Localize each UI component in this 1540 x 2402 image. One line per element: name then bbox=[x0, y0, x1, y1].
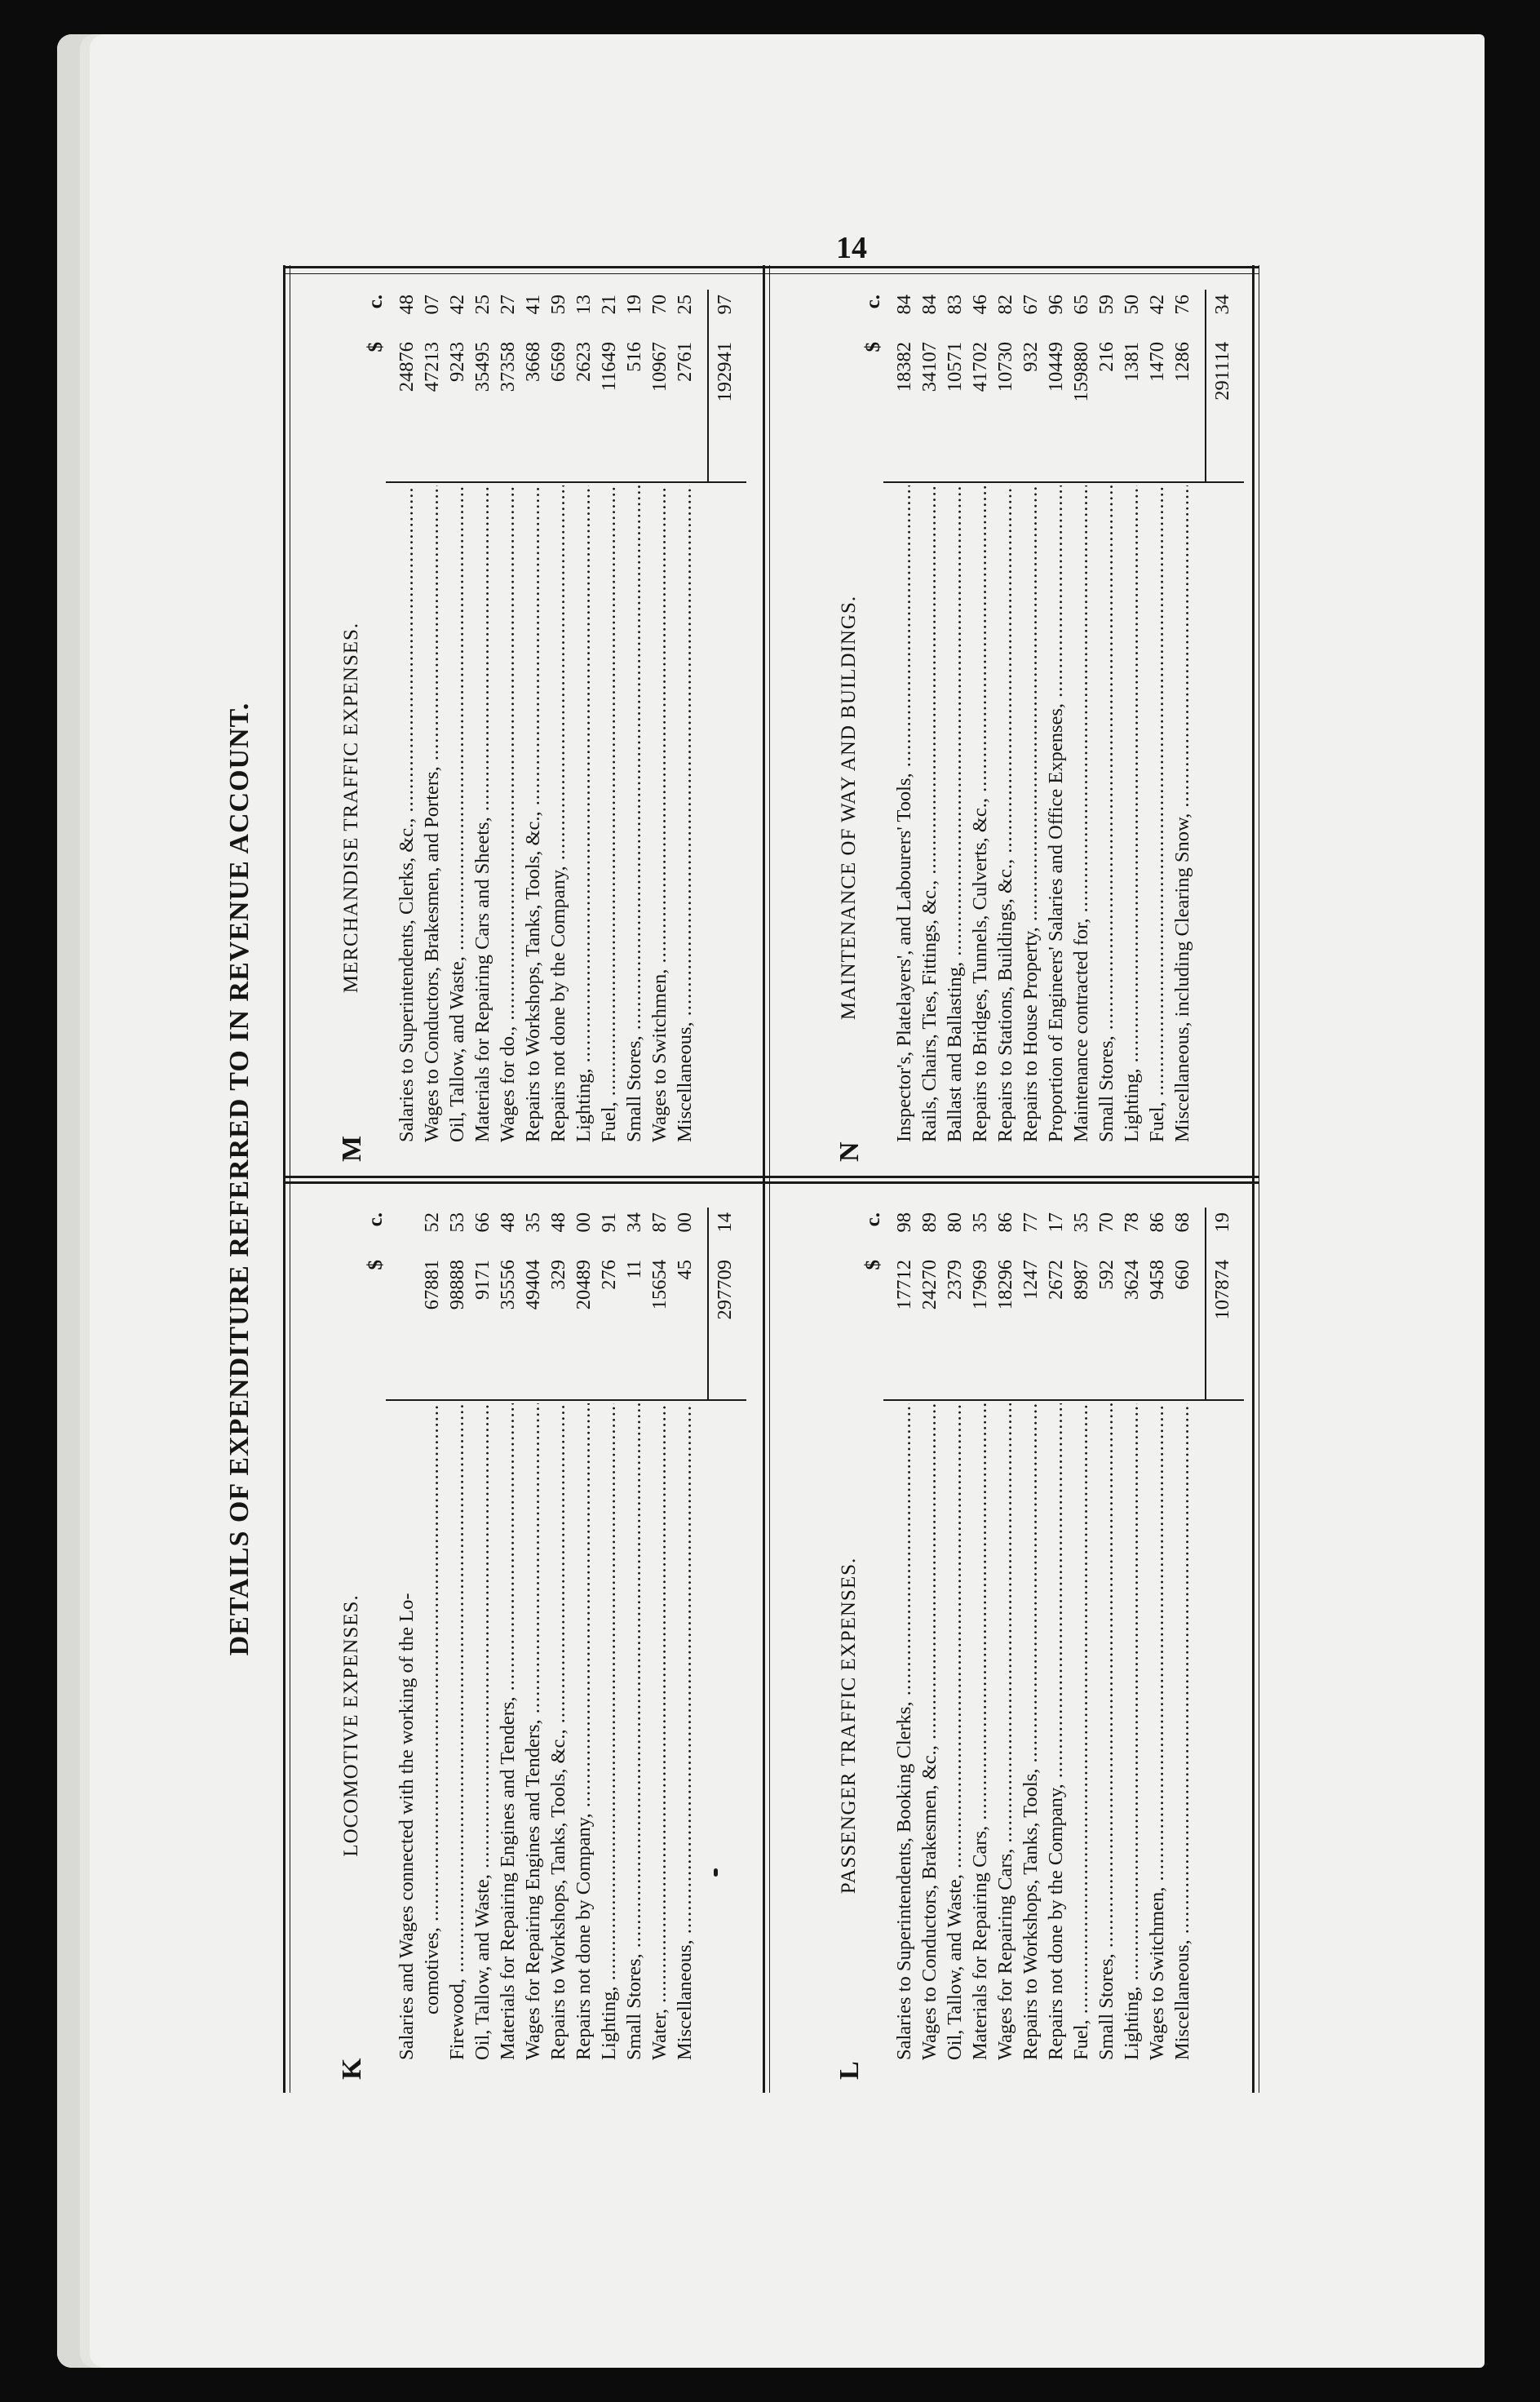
amount-cents: 86 bbox=[994, 1212, 1016, 1233]
amount-dollars: 10730 bbox=[994, 342, 1016, 392]
expense-row bbox=[993, 290, 1018, 1142]
expense-row bbox=[967, 290, 993, 1142]
expense-label: Repairs to Workshops, Tanks, Tools, &c., ..... bbox=[520, 485, 546, 1142]
total-rule bbox=[1205, 1208, 1206, 1401]
amount-cents: 50 bbox=[1121, 295, 1143, 315]
expense-row bbox=[596, 290, 622, 1142]
dollar-header: $ bbox=[365, 342, 387, 352]
amount-cents: 78 bbox=[1121, 1212, 1143, 1233]
amount-cents: 68 bbox=[1171, 1212, 1193, 1233]
dollar-header: $ bbox=[365, 1260, 387, 1270]
expense-label: Repairs to Workshops, Tanks, Tools, ..... bbox=[1018, 1403, 1043, 2060]
expense-label: Maintenance contracted for, ..... bbox=[1069, 485, 1094, 1142]
expense-row bbox=[495, 290, 520, 1142]
expense-label: Salaries to Superintendents, Booking Clerks, ..... bbox=[892, 1403, 917, 2060]
expense-label: Fuel, ..... bbox=[596, 485, 622, 1142]
amount-dollars: 8987 bbox=[1070, 1260, 1092, 1300]
cents-header: c. bbox=[862, 1212, 884, 1227]
section-letter: M bbox=[337, 1135, 367, 1162]
section-letter: N bbox=[834, 1141, 865, 1162]
expense-row bbox=[942, 290, 967, 1142]
amount-cents: 34 bbox=[623, 1212, 645, 1233]
rotated-table bbox=[224, 265, 1321, 2093]
expense-label: Repairs to Workshops, Tanks, Tools, &c., ..... bbox=[546, 1403, 571, 2060]
expense-label: Lighting, ..... bbox=[1119, 1403, 1144, 2060]
amount-dollars: 98888 bbox=[446, 1260, 468, 1310]
expense-label: Wages to Conductors, Brakesmen, &c., ..... bbox=[917, 1403, 942, 2060]
middle-rule-inner bbox=[769, 265, 770, 2093]
expense-row bbox=[596, 1208, 622, 2060]
amount-cents: 65 bbox=[1070, 295, 1092, 315]
expense-label: Oil, Tallow, and Waste, ..... bbox=[942, 1403, 967, 2060]
amount-cents: 59 bbox=[547, 295, 569, 315]
expense-label: Repairs to Bridges, Tunnels, Culverts, &c., ..... bbox=[967, 485, 993, 1142]
expense-row bbox=[419, 1208, 445, 2060]
expense-label: Inspector's, Platelayers', and Labourers' Tools, ..... bbox=[892, 485, 917, 1142]
expense-row bbox=[394, 290, 419, 1142]
expense-label: Miscellaneous, ..... bbox=[672, 1403, 697, 2060]
amount-dollars: 18296 bbox=[994, 1260, 1016, 1310]
expense-label: Lighting, ..... bbox=[596, 1403, 622, 2060]
outer-rule-top bbox=[283, 265, 285, 2093]
expense-row bbox=[1069, 290, 1094, 1142]
amount-cents: 13 bbox=[573, 295, 595, 315]
amount-cents: 46 bbox=[969, 295, 991, 315]
expense-label: Repairs not done by the Company, ..... bbox=[1043, 1403, 1069, 2060]
expense-row bbox=[495, 1208, 520, 2060]
amount-dollars: 18382 bbox=[893, 342, 915, 392]
total-dollars: 107874 bbox=[1211, 1260, 1233, 1320]
amount-dollars: 9171 bbox=[471, 1260, 493, 1300]
expense-label: Small Stores, ..... bbox=[1094, 485, 1119, 1142]
expense-label: Fuel, ..... bbox=[1144, 485, 1170, 1142]
section-total bbox=[714, 290, 741, 483]
amount-dollars: 10571 bbox=[944, 342, 966, 392]
expense-row bbox=[1170, 1208, 1195, 2060]
section-n bbox=[785, 265, 1242, 1175]
amount-cents: 41 bbox=[522, 295, 544, 315]
section-letter: L bbox=[834, 2061, 865, 2080]
amount-cents: 96 bbox=[1045, 295, 1067, 315]
expense-row bbox=[1094, 290, 1119, 1142]
amount-dollars: 47213 bbox=[421, 342, 443, 392]
amount-cents: 82 bbox=[994, 295, 1016, 315]
total-dollars: 291114 bbox=[1211, 342, 1233, 401]
expense-label: Proportion of Engineers' Salaries and Office Expenses, ..... bbox=[1043, 485, 1069, 1142]
amount-cents: 77 bbox=[1020, 1212, 1042, 1233]
section-total bbox=[1211, 1208, 1239, 1401]
amount-cents: 48 bbox=[396, 295, 418, 315]
expense-row bbox=[672, 1208, 697, 2060]
amount-dollars: 3668 bbox=[522, 342, 544, 382]
amount-column-rule bbox=[883, 481, 1244, 483]
expense-row bbox=[647, 1208, 672, 2060]
amount-cents: 00 bbox=[573, 1212, 595, 1233]
amount-dollars: 67881 bbox=[421, 1260, 443, 1310]
amount-dollars: 2761 bbox=[674, 342, 696, 382]
amount-dollars: 1247 bbox=[1020, 1260, 1042, 1300]
amount-cents: 35 bbox=[1070, 1212, 1092, 1233]
amount-cents: 19 bbox=[623, 295, 645, 315]
expense-label: Ballast and Ballasting, ..... bbox=[942, 485, 967, 1142]
expense-label: Repairs not done by the Company, ..... bbox=[546, 485, 571, 1142]
amount-cents: 59 bbox=[1095, 295, 1117, 315]
amount-dollars: 17712 bbox=[893, 1260, 915, 1310]
expense-label: Wages to Switchmen, ..... bbox=[1144, 1403, 1170, 2060]
expense-row bbox=[546, 290, 571, 1142]
amount-dollars: 24270 bbox=[918, 1260, 940, 1310]
amount-cents: 83 bbox=[944, 295, 966, 315]
expense-row bbox=[917, 290, 942, 1142]
expense-row bbox=[520, 290, 546, 1142]
expense-label: Oil, Tallow, and Waste, ..... bbox=[445, 485, 470, 1142]
total-cents: 34 bbox=[1211, 295, 1233, 315]
cents-header: c. bbox=[365, 295, 387, 309]
amount-dollars: 17969 bbox=[969, 1260, 991, 1310]
expense-label: Firewood, ..... bbox=[445, 1403, 470, 2060]
section-m bbox=[288, 265, 745, 1175]
amount-dollars: 2379 bbox=[944, 1260, 966, 1300]
expense-row bbox=[967, 1208, 993, 2060]
amount-dollars: 11 bbox=[623, 1260, 645, 1279]
amount-cents: 21 bbox=[598, 295, 620, 315]
amount-cents: 89 bbox=[918, 1212, 940, 1233]
amount-dollars: 1286 bbox=[1171, 342, 1193, 382]
amount-cents: 53 bbox=[446, 1212, 468, 1233]
expense-label: Wages for Repairing Engines and Tenders, ..... bbox=[520, 1403, 546, 2060]
amount-dollars: 516 bbox=[623, 342, 645, 372]
expense-rows bbox=[892, 290, 1195, 1142]
expense-row bbox=[672, 290, 697, 1142]
expense-label: Oil, Tallow, and Waste, ..... bbox=[470, 1403, 495, 2060]
amount-cents: 67 bbox=[1020, 295, 1042, 315]
amount-cents: 25 bbox=[471, 295, 493, 315]
amount-dollars: 159880 bbox=[1070, 342, 1092, 402]
expense-rows bbox=[394, 1208, 697, 2060]
middle-rule bbox=[763, 265, 765, 2093]
amount-cents: 91 bbox=[598, 1212, 620, 1233]
cents-header: c. bbox=[862, 295, 884, 309]
amount-dollars: 660 bbox=[1171, 1260, 1193, 1290]
amount-dollars: 276 bbox=[598, 1260, 620, 1290]
cents-header: c. bbox=[365, 1212, 387, 1227]
expense-row bbox=[622, 1208, 647, 2060]
amount-dollars: 45 bbox=[674, 1260, 696, 1280]
amount-dollars: 20489 bbox=[573, 1260, 595, 1310]
expense-row bbox=[1069, 1208, 1094, 2060]
section-total bbox=[714, 1208, 741, 1401]
amount-cents: 07 bbox=[421, 295, 443, 315]
currency-header bbox=[365, 1208, 389, 1403]
amount-column-rule bbox=[386, 481, 746, 483]
expense-row bbox=[942, 1208, 967, 2060]
amount-cents: 66 bbox=[471, 1212, 493, 1233]
amount-dollars: 10449 bbox=[1045, 342, 1067, 392]
page-number: 14 bbox=[836, 231, 867, 265]
amount-dollars: 37358 bbox=[497, 342, 519, 392]
amount-dollars: 34107 bbox=[918, 342, 940, 392]
expense-label: Fuel, ..... bbox=[1069, 1403, 1094, 2060]
amount-cents: 17 bbox=[1045, 1212, 1067, 1233]
amount-cents: 98 bbox=[893, 1212, 915, 1233]
section-heading: LOCOMOTIVE EXPENSES. bbox=[340, 1594, 362, 1857]
expense-row bbox=[622, 290, 647, 1142]
expense-row bbox=[917, 1208, 942, 2060]
expense-label: Repairs to Stations, Buildings, &c., ..... bbox=[993, 485, 1018, 1142]
expense-row bbox=[394, 1208, 419, 2060]
expense-row bbox=[470, 290, 495, 1142]
amount-cents: 48 bbox=[547, 1212, 569, 1233]
expense-row bbox=[1094, 1208, 1119, 2060]
expense-row bbox=[445, 1208, 470, 2060]
expense-row bbox=[1170, 290, 1195, 1142]
total-rule bbox=[707, 1208, 709, 1401]
amount-cents: 70 bbox=[1095, 1212, 1117, 1233]
center-rule-right bbox=[283, 1176, 1259, 1178]
amount-dollars: 1381 bbox=[1121, 342, 1143, 382]
expense-row bbox=[571, 1208, 596, 2060]
expense-label: Materials for Repairing Engines and Tenders, ..... bbox=[495, 1403, 520, 2060]
total-rule bbox=[707, 290, 709, 483]
amount-cents: 80 bbox=[944, 1212, 966, 1233]
expense-row bbox=[1144, 290, 1170, 1142]
expense-rows bbox=[394, 290, 697, 1142]
section-l bbox=[785, 1183, 1242, 2093]
document-title: DETAILS OF EXPENDITURE REFERRED TO IN REVENUE ACCOUNT. bbox=[224, 702, 254, 1656]
expense-label: Rails, Chairs, Ties, Fittings, &c., ..... bbox=[917, 485, 942, 1142]
expense-label: Miscellaneous, including Clearing Snow, ..... bbox=[1170, 485, 1195, 1142]
section-heading: MERCHANDISE TRAFFIC EXPENSES. bbox=[340, 622, 362, 994]
amount-cents: 52 bbox=[421, 1212, 443, 1233]
amount-cents: 42 bbox=[1146, 295, 1168, 315]
amount-dollars: 9458 bbox=[1146, 1260, 1168, 1300]
amount-dollars: 932 bbox=[1020, 342, 1042, 372]
amount-dollars: 11649 bbox=[598, 342, 620, 392]
expense-label: Repairs to House Property, ..... bbox=[1018, 485, 1043, 1142]
section-letter: K bbox=[337, 2058, 367, 2080]
amount-dollars: 216 bbox=[1095, 342, 1117, 372]
expense-row bbox=[419, 290, 445, 1142]
expense-row bbox=[647, 290, 672, 1142]
currency-header bbox=[365, 290, 389, 485]
amount-cents: 70 bbox=[648, 295, 670, 315]
expense-label: Wages to Switchmen, ..... bbox=[647, 485, 672, 1142]
section-heading: MAINTENANCE OF WAY AND BUILDINGS. bbox=[838, 595, 860, 1021]
expense-label: Small Stores, ..... bbox=[622, 485, 647, 1142]
total-rule bbox=[1205, 290, 1206, 483]
amount-dollars: 1470 bbox=[1146, 342, 1168, 382]
expense-label: Salaries and Wages connected with the working of the Lo- bbox=[396, 1593, 418, 2060]
total-dollars: 297709 bbox=[714, 1260, 736, 1320]
amount-dollars: 3624 bbox=[1121, 1260, 1143, 1300]
expense-label: Small Stores, ..... bbox=[1094, 1403, 1119, 2060]
amount-dollars: 10967 bbox=[648, 342, 670, 392]
amount-cents: 35 bbox=[522, 1212, 544, 1233]
expense-row bbox=[1043, 1208, 1069, 2060]
print-mark bbox=[714, 1868, 718, 1877]
amount-cents: 84 bbox=[893, 295, 915, 315]
dollar-header: $ bbox=[862, 342, 884, 352]
section-heading: PASSENGER TRAFFIC EXPENSES. bbox=[838, 1557, 860, 1895]
expense-label: Repairs not done by Company, ..... bbox=[571, 1403, 596, 2060]
amount-dollars: 49404 bbox=[522, 1260, 544, 1310]
dollar-header: $ bbox=[862, 1260, 884, 1270]
amount-dollars: 6569 bbox=[547, 342, 569, 382]
expense-label: Materials for Repairing Cars and Sheets, ..... bbox=[470, 485, 495, 1142]
amount-cents: 84 bbox=[918, 295, 940, 315]
amount-dollars: 15654 bbox=[648, 1260, 670, 1310]
expense-row bbox=[892, 1208, 917, 2060]
currency-header bbox=[862, 290, 887, 485]
expense-label: Water, ..... bbox=[647, 1403, 672, 2060]
expense-row bbox=[1018, 290, 1043, 1142]
expense-label: Lighting, ..... bbox=[1119, 485, 1144, 1142]
expense-row bbox=[892, 290, 917, 1142]
expense-label: Lighting, ..... bbox=[571, 485, 596, 1142]
total-cents: 19 bbox=[1211, 1212, 1233, 1233]
expense-label: Salaries to Superintendents, Clerks, &c., ..... bbox=[394, 485, 419, 1142]
expense-row bbox=[1018, 1208, 1043, 2060]
amount-cents: 87 bbox=[648, 1212, 670, 1233]
expense-row bbox=[470, 1208, 495, 2060]
amount-cents: 86 bbox=[1146, 1212, 1168, 1233]
amount-cents: 76 bbox=[1171, 295, 1193, 315]
expense-label: comotives, ..... bbox=[419, 1403, 445, 2060]
expense-row bbox=[993, 1208, 1018, 2060]
expense-row bbox=[546, 1208, 571, 2060]
expense-label: Miscellaneous, ..... bbox=[672, 485, 697, 1142]
expense-label: Wages for do., ..... bbox=[495, 485, 520, 1142]
amount-dollars: 329 bbox=[547, 1260, 569, 1290]
amount-column-rule bbox=[883, 1399, 1244, 1401]
expense-label: Wages to Conductors, Brakesmen, and Porters, ..... bbox=[419, 485, 445, 1142]
amount-cents: 27 bbox=[497, 295, 519, 315]
amount-dollars: 592 bbox=[1095, 1260, 1117, 1290]
amount-dollars: 41702 bbox=[969, 342, 991, 392]
amount-dollars: 35495 bbox=[471, 342, 493, 392]
expense-label: Small Stores, ..... bbox=[622, 1403, 647, 2060]
section-k bbox=[288, 1183, 745, 2093]
total-cents: 97 bbox=[714, 295, 736, 315]
expense-row bbox=[520, 1208, 546, 2060]
currency-header bbox=[862, 1208, 887, 1403]
expense-row bbox=[1119, 1208, 1144, 2060]
expense-row bbox=[445, 290, 470, 1142]
total-cents: 14 bbox=[714, 1212, 736, 1233]
amount-dollars: 2623 bbox=[573, 342, 595, 382]
amount-dollars: 9243 bbox=[446, 342, 468, 382]
expense-label: Materials for Repairing Cars, ..... bbox=[967, 1403, 993, 2060]
amount-cents: 42 bbox=[446, 295, 468, 315]
amount-column-rule bbox=[386, 1399, 746, 1401]
total-dollars: 192941 bbox=[714, 342, 736, 402]
amount-cents: 25 bbox=[674, 295, 696, 315]
amount-dollars: 35556 bbox=[497, 1260, 519, 1310]
expense-row bbox=[1119, 290, 1144, 1142]
amount-cents: 48 bbox=[497, 1212, 519, 1233]
outer-rule-bottom bbox=[1252, 265, 1255, 2093]
amount-dollars: 24876 bbox=[396, 342, 418, 392]
expense-label: Wages for Repairing Cars, ..... bbox=[993, 1403, 1018, 2060]
section-total bbox=[1211, 290, 1239, 483]
amount-cents: 35 bbox=[969, 1212, 991, 1233]
expense-row bbox=[1043, 290, 1069, 1142]
expense-rows bbox=[892, 1208, 1195, 2060]
expense-label: Miscellaneous, ..... bbox=[1170, 1403, 1195, 2060]
expense-row bbox=[1144, 1208, 1170, 2060]
amount-dollars: 2672 bbox=[1045, 1260, 1067, 1300]
expense-row bbox=[571, 290, 596, 1142]
amount-cents: 00 bbox=[674, 1212, 696, 1233]
